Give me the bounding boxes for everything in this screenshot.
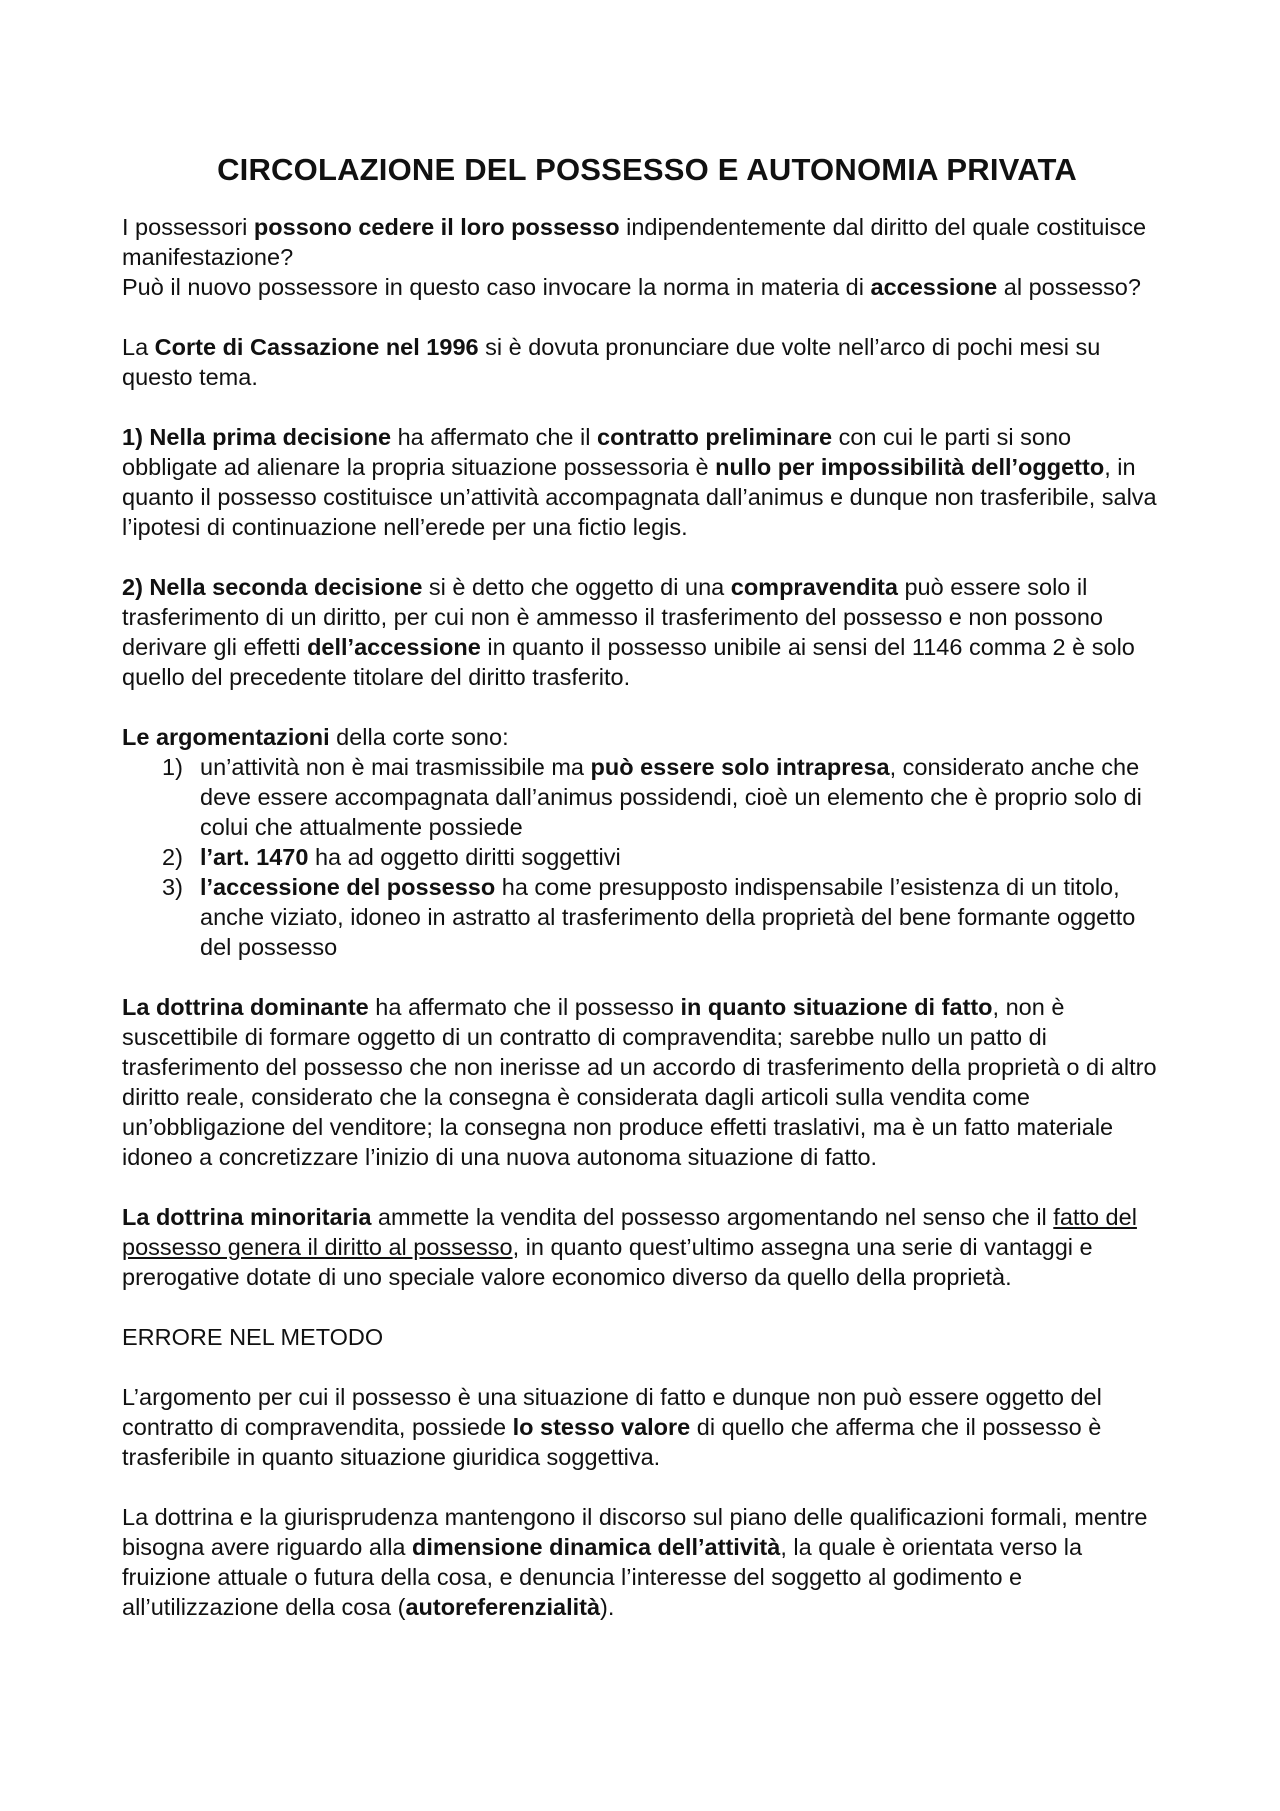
list-item-text: ha come presupposto indispensabile l’esistenza di un titolo, anche viziato, idoneo in astratto al trasferimento della proprietà del bene formante oggetto del possesso <box>200 874 1136 960</box>
intro-text: I possessori <box>122 214 254 240</box>
intro-text: Può il nuovo possessore in questo caso invocare la norma in materia di <box>122 274 871 300</box>
list-item-text: ha ad oggetto diritti soggettivi <box>308 844 621 870</box>
arguments-lead-text: della corte sono: <box>329 724 509 750</box>
first-decision-text: ha affermato che il <box>391 424 598 450</box>
list-item-number: 1) <box>162 754 183 780</box>
list-item-emphasis: l’art. 1470 <box>200 844 309 870</box>
second-decision-emphasis: dell’accessione <box>307 634 481 660</box>
conclusion-text: ). <box>600 1594 615 1620</box>
second-decision-label: 2) Nella seconda decisione <box>122 574 423 600</box>
minority-doctrine-label: La dottrina minoritaria <box>122 1204 372 1230</box>
list-item-emphasis: può essere solo intrapresa <box>590 754 890 780</box>
list-item-number: 3) <box>162 874 183 900</box>
first-decision-paragraph <box>122 422 1172 542</box>
arguments-lead <box>122 722 1172 752</box>
intro-text: al possesso? <box>997 274 1141 300</box>
cassazione-emphasis: Corte di Cassazione nel 1996 <box>154 334 479 360</box>
dominant-doctrine-text: , non è suscettibile di formare oggetto di un contratto di compravendita; sarebbe nullo un patto di trasferimento del possesso che non inerisse ad un accordo di trasferimento della proprietà o di altro diritto reale, considerato che la consegna è considerata dagli articoli sulla vendita come un’obbligazione del venditore; la consegna non produce effetti traslativi, ma è un fatto materiale idoneo a concretizzare l’inizio di una nuova autonoma situazione di fatto. <box>122 994 1157 1170</box>
list-item-number: 2) <box>162 844 183 870</box>
argument-text: L’argomento per cui il possesso è una situazione di fatto e dunque non può essere oggetto del contratto di compravendita, possiede <box>122 1384 1102 1440</box>
cassazione-paragraph <box>122 332 1172 392</box>
dominant-doctrine-text: ha affermato che il possesso <box>368 994 681 1020</box>
dominant-doctrine-paragraph <box>122 992 1172 1172</box>
argument-emphasis: lo stesso valore <box>512 1414 691 1440</box>
minority-doctrine-text: ammette la vendita del possesso argomentando nel senso che il <box>371 1204 1054 1230</box>
second-decision-text: si è detto che oggetto di una <box>422 574 731 600</box>
intro-emphasis: accessione <box>870 274 998 300</box>
second-decision-paragraph <box>122 572 1172 692</box>
arguments-lead-emphasis: Le argomentazioni <box>122 724 330 750</box>
second-decision-text: può essere solo il trasferimento di un diritto, per cui non è ammesso il trasferimento del possesso e non possono derivare gli effetti <box>122 574 1103 660</box>
list-item <box>122 752 1172 842</box>
document-page <box>122 150 1172 1652</box>
intro-text: indipendentemente dal diritto del quale costituisce manifestazione? <box>122 214 1147 270</box>
arguments-list <box>122 752 1172 962</box>
list-item-text: un’attività non è mai trasmissibile ma <box>200 754 591 780</box>
document-title: CIRCOLAZIONE DEL POSSESSO E AUTONOMIA PRIVATA <box>217 152 1077 187</box>
first-decision-emphasis: nullo per impossibilità dell’oggetto <box>715 454 1105 480</box>
minority-doctrine-underlined: fatto del possesso genera il diritto al possesso <box>122 1204 1137 1260</box>
first-decision-text: con cui le parti si sono obbligate ad alienare la propria situazione possessoria è <box>122 424 1072 480</box>
first-decision-text: , in quanto il possesso costituisce un’attività accompagnata dall’animus e dunque non trasferibile, salva l’ipotesi di continuazione nell’erede per una fictio legis. <box>122 454 1157 540</box>
cassazione-text: si è dovuta pronunciare due volte nell’arco di pochi mesi su questo tema. <box>122 334 1101 390</box>
minority-doctrine-text: , in quanto quest’ultimo assegna una serie di vantaggi e prerogative dotate di uno speciale valore economico diverso da quello della proprietà. <box>122 1234 1093 1290</box>
first-decision-emphasis: contratto preliminare <box>597 424 833 450</box>
intro-paragraph <box>122 212 1172 302</box>
second-decision-text: in quanto il possesso unibile ai sensi del 1146 comma 2 è solo quello del precedente titolare del diritto trasferito. <box>122 634 1135 690</box>
list-item <box>122 872 1172 962</box>
conclusion-text: , la quale è orientata verso la fruizione attuale o futura della cosa, e denuncia l’interesse del soggetto al godimento e all’utilizzazione della cosa ( <box>122 1534 1083 1620</box>
minority-doctrine-paragraph <box>122 1202 1172 1292</box>
argument-text: di quello che afferma che il possesso è trasferibile in quanto situazione giuridica soggettiva. <box>122 1414 1102 1470</box>
first-decision-label: 1) Nella prima decisione <box>122 424 392 450</box>
conclusion-paragraph <box>122 1502 1172 1622</box>
argument-paragraph <box>122 1382 1172 1472</box>
intro-emphasis: possono cedere il loro possesso <box>253 214 620 240</box>
list-item-text: , considerato anche che deve essere accompagnata dall’animus possidendi, cioè un elemento che è proprio solo di colui che attualmente possiede <box>200 754 1142 840</box>
conclusion-emphasis: autoreferenzialità <box>405 1594 601 1620</box>
second-decision-emphasis: compravendita <box>730 574 898 600</box>
conclusion-text: La dottrina e la giurisprudenza mantengono il discorso sul piano delle qualificazioni formali, mentre bisogna avere riguardo alla <box>122 1504 1148 1560</box>
conclusion-emphasis: dimensione dinamica dell’attività <box>412 1534 781 1560</box>
list-item-emphasis: l’accessione del possesso <box>200 874 496 900</box>
cassazione-text: La <box>122 334 155 360</box>
dominant-doctrine-label: La dottrina dominante <box>122 994 369 1020</box>
dominant-doctrine-emphasis: in quanto situazione di fatto <box>680 994 993 1020</box>
list-item <box>122 842 1172 872</box>
method-heading: ERRORE NEL METODO <box>122 1324 384 1350</box>
